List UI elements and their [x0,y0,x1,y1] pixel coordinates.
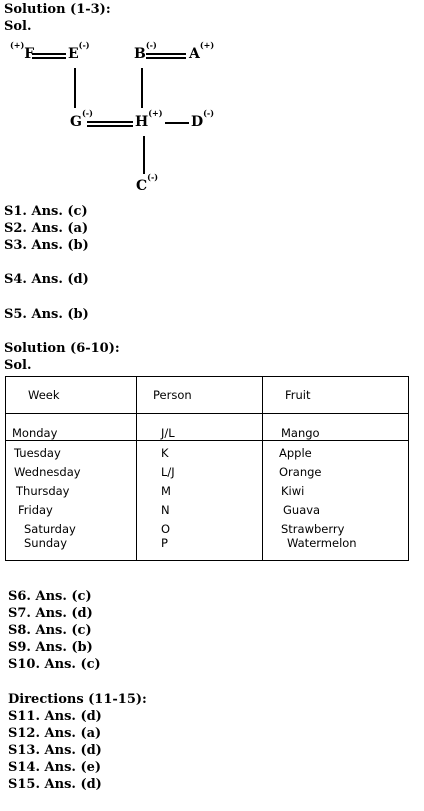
cell-week: Saturday [6,517,137,536]
answer-s3: S3. Ans. (b) [4,238,89,253]
directions-11-15-heading: Directions (11-15): [8,692,147,707]
answer-s5: S5. Ans. (b) [4,307,89,322]
answer-s9: S9. Ans. (b) [8,640,93,655]
bond-f-e-top [32,53,66,55]
answer-s1: S1. Ans. (c) [4,204,88,219]
node-e: E(-) [68,40,90,62]
header-week: Week [6,377,137,414]
sol-label-2: Sol. [4,358,32,373]
cell-week: Friday [6,498,137,517]
bond-g-h-top [87,121,133,123]
cell-person: K [137,441,263,461]
table-row [6,414,409,441]
cell-fruit: Orange [263,460,409,479]
cell-person: J/L [137,414,263,441]
bond-h-c [143,136,145,174]
cell-week: Tuesday [6,441,137,461]
bond-g-h-bottom [87,125,133,127]
table-row [6,498,409,517]
cell-fruit: Apple [263,441,409,461]
cell-person: L/J [137,460,263,479]
solution-1-3-heading: Solution (1-3): [4,2,111,17]
table-header-row [6,377,409,414]
cell-week: Thursday [6,479,137,498]
week-person-fruit-table [5,376,409,561]
table-row [6,441,409,461]
bond-f-e-bottom [32,57,66,59]
node-f: (+)F [10,40,35,62]
bond-e-g [74,68,76,108]
node-h: H(+) [135,108,163,130]
cell-fruit: Strawberry [263,517,409,536]
answer-s12: S12. Ans. (a) [8,726,102,741]
answer-s4: S4. Ans. (d) [4,272,89,287]
arrangement-diagram [0,40,240,200]
table-row [6,479,409,498]
header-fruit: Fruit [263,377,409,414]
node-g: G(-) [70,108,93,130]
cell-week: Monday [6,414,137,441]
answer-s10: S10. Ans. (c) [8,657,101,672]
cell-fruit: Watermelon [263,536,409,561]
solution-6-10-heading: Solution (6-10): [4,341,120,356]
node-b: B(-) [134,40,157,62]
cell-person: O [137,517,263,536]
node-a: A(+) [189,40,215,62]
cell-fruit: Kiwi [263,479,409,498]
cell-week: Wednesday [6,460,137,479]
sol-label-1: Sol. [4,19,32,34]
node-c: C(-) [136,172,159,194]
answer-s13: S13. Ans. (d) [8,743,102,758]
table-row [6,536,409,561]
answer-s8: S8. Ans. (c) [8,623,92,638]
cell-person: M [137,479,263,498]
table-row [6,460,409,479]
bond-b-h [141,68,143,108]
cell-fruit: Mango [263,414,409,441]
answer-s7: S7. Ans. (d) [8,606,93,621]
answer-s2: S2. Ans. (a) [4,221,89,236]
answer-s11: S11. Ans. (d) [8,709,102,724]
cell-person: P [137,536,263,561]
cell-fruit: Guava [263,498,409,517]
header-person: Person [137,377,263,414]
table-row [6,517,409,536]
answer-s6: S6. Ans. (c) [8,589,92,604]
cell-week: Sunday [6,536,137,561]
answer-s15: S15. Ans. (d) [8,777,102,792]
cell-person: N [137,498,263,517]
node-d: D(-) [191,108,215,130]
answer-s14: S14. Ans. (e) [8,760,102,775]
bond-h-d [165,122,189,124]
